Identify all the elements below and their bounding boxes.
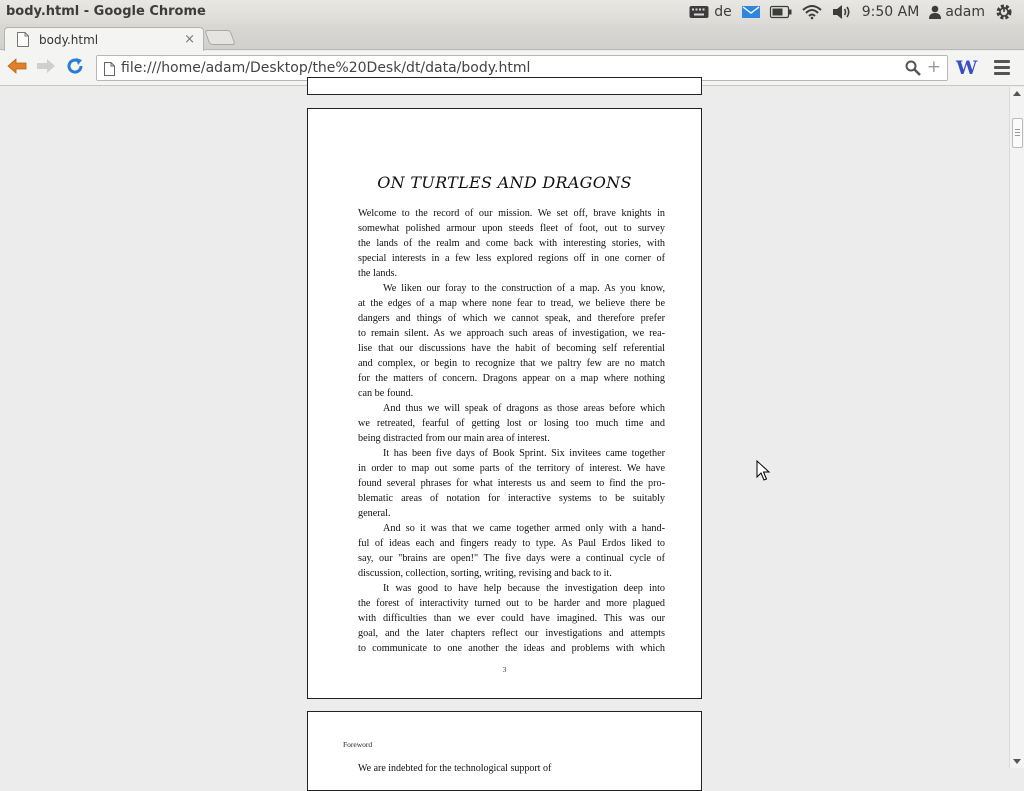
page-number: 3: [502, 666, 507, 674]
text-line: and complex, or begin to recognize that we paltry few are no match: [358, 358, 665, 369]
volume-icon: [832, 4, 852, 20]
mouse-cursor: [756, 460, 770, 486]
text-line: in order to map out some parts of the territory of interest. We have: [358, 463, 665, 474]
text-line: say, our "brains are open!" The five days were a continual cycle of: [358, 553, 665, 564]
text-line: the lands.: [358, 268, 398, 279]
tab-title: body.html: [39, 32, 99, 47]
reload-button[interactable]: [64, 57, 86, 79]
text-line: It has been five days of Book Sprint. Six invitees came together: [383, 448, 665, 459]
running-head: Foreword: [343, 740, 373, 749]
text-line: the forest of interactivity turned out to be harder and more plagued: [358, 598, 665, 609]
back-arrow-icon: [7, 58, 27, 78]
text-line: goal, and the later chapters reflect our investigations and attempts: [358, 628, 665, 639]
text-line: ful of ideas each and fingers ready to type. As Paul Erdos liked to: [358, 538, 665, 549]
text-line: And thus we will speak of dragons as those areas before which: [383, 403, 665, 414]
next-page-text: We are indebted for the technological support of: [358, 763, 552, 774]
page-info-icon: [104, 61, 115, 80]
next-page: [307, 711, 702, 791]
user-menu[interactable]: [924, 0, 990, 24]
scroll-up-arrow[interactable]: [1013, 91, 1021, 96]
text-line: to remain silent. As we approach such areas of investigation, we rea-: [358, 328, 665, 339]
text-line: being distracted from our main area of interest.: [358, 433, 550, 444]
reload-icon: [66, 57, 84, 79]
bookmark-add-button[interactable]: +: [926, 57, 941, 77]
forward-button[interactable]: [35, 57, 57, 79]
new-tab-button[interactable]: [204, 30, 235, 45]
chapter-title: ON TURTLES AND DRAGONS: [377, 173, 632, 192]
battery-icon: [770, 6, 792, 18]
text-line: It was good to have help because the investigation deep into: [383, 583, 665, 594]
scrollbar-thumb[interactable]: [1012, 118, 1023, 148]
extension-w-button[interactable]: W: [956, 57, 978, 79]
keyboard-icon: [689, 5, 709, 19]
page-viewport[interactable]: [0, 87, 1009, 774]
text-line: somewhat polished armour upon steeds fleet of foot, out to survey: [358, 223, 665, 234]
vertical-scrollbar[interactable]: [1009, 87, 1024, 768]
text-line: the lands of the realm and come back with interesting stories, with: [358, 238, 665, 249]
text-line: dangers and things of which we cannot speak, and therefore prefer: [358, 313, 665, 324]
url-text[interactable]: file:///home/adam/Desktop/the%20Desk/dt/data/body.html: [121, 60, 531, 76]
text-line: lise that our discussions have the habit of becoming self referential: [358, 343, 665, 354]
system-tray: [684, 0, 1018, 24]
text-line: We liken our foray to the construction of a map. As you know,: [383, 283, 665, 294]
tab-close-button[interactable]: ×: [184, 32, 195, 47]
text-line: special interests in a few less explored regions off in one corner of: [358, 253, 665, 264]
text-line: discussion, collection, sorting, writing, revising and back to it.: [358, 568, 612, 579]
scroll-down-arrow[interactable]: [1013, 759, 1021, 764]
tab-strip: [0, 24, 1024, 50]
search-icon[interactable]: [905, 60, 921, 80]
text-line: can be found.: [358, 388, 414, 399]
session-menu[interactable]: [990, 0, 1018, 24]
sound-indicator[interactable]: [827, 0, 857, 24]
previous-page: [307, 77, 702, 95]
text-line: Welcome to the record of our mission. We set off, brave knights in: [358, 208, 665, 219]
page-icon: [17, 32, 31, 48]
chapter-body: [358, 206, 665, 656]
text-line: blematic areas of notation for interactive systems to be suitably: [358, 493, 665, 504]
text-line: And so it was that we came together armed only with a hand-: [383, 523, 665, 534]
mail-icon: [742, 5, 760, 19]
user-name: adam: [945, 4, 985, 20]
user-icon: [929, 5, 941, 19]
text-line: to communicate to one another the ideas and problems with which: [358, 643, 665, 654]
text-line: with difficulties than we ever could have imagined. This was our: [358, 613, 665, 624]
text-line: for the matters of concern. Dragons appear on a map where nothing: [358, 373, 665, 384]
system-top-panel: [0, 0, 1024, 24]
battery-indicator[interactable]: [765, 0, 797, 24]
menu-icon[interactable]: [994, 60, 1010, 78]
back-button[interactable]: [6, 57, 28, 79]
text-line: at the edges of a map where none fear to tread, we believe there be: [358, 298, 665, 309]
forward-arrow-icon: [36, 58, 56, 78]
keyboard-layout-label: de: [714, 4, 732, 20]
network-indicator[interactable]: [797, 0, 827, 24]
clock[interactable]: 9:50 AM: [861, 4, 920, 20]
window-title: body.html - Google Chrome: [6, 4, 206, 19]
power-gear-icon: [995, 3, 1013, 21]
text-line: found several phrases for what interests us and seem to find the pro-: [358, 478, 665, 489]
keyboard-layout-indicator[interactable]: [684, 0, 737, 24]
messaging-indicator[interactable]: [737, 0, 765, 24]
text-line: general.: [358, 508, 391, 519]
text-line: we retreated, fearful of getting lost or losing too much time and: [358, 418, 665, 429]
wifi-icon: [802, 5, 822, 19]
document-page: [307, 108, 702, 699]
tab-body-html[interactable]: [4, 27, 204, 51]
